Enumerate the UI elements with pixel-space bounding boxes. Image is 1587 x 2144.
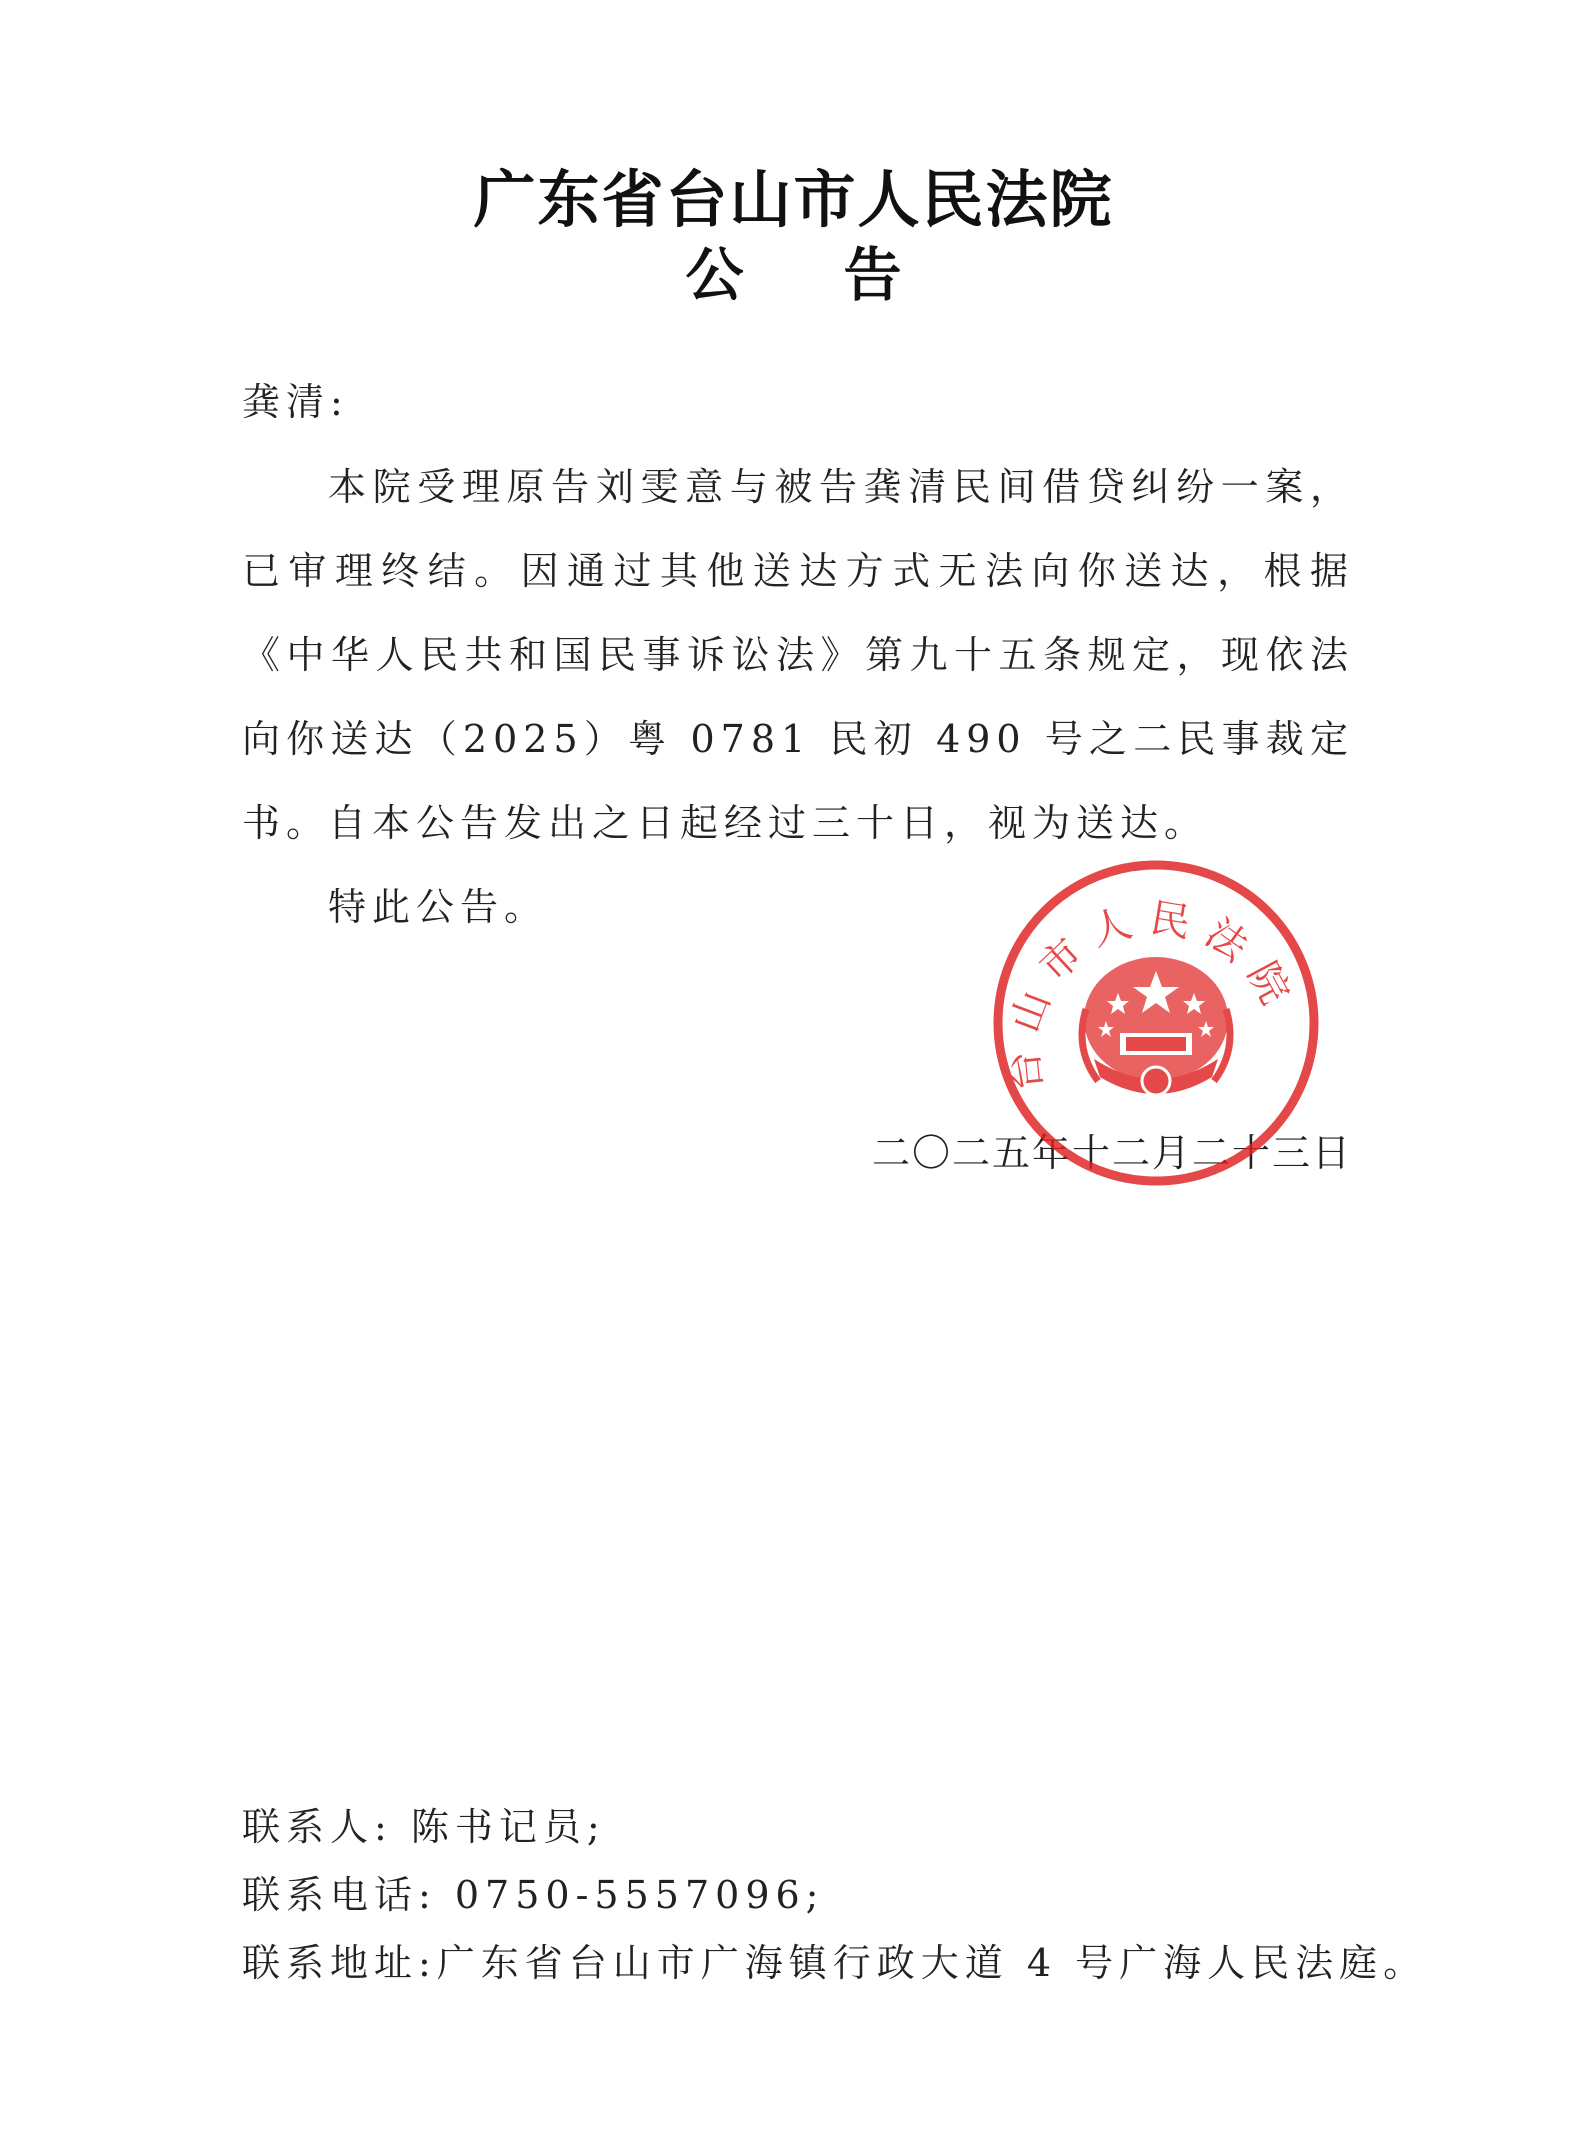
notice-paragraph-main: 本院受理原告刘雯意与被告龚清民间借贷纠纷一案，已审理终结。因通过其他送达方式无法向你送达，根据《中华人民共和国民事诉讼法》第九十五条规定，现依法向你送达（2025）粤 0781 民初 490 号之二民事裁定书。 xyxy=(242,465,1354,845)
contact-phone: 联系电话: 0750-5557096; xyxy=(242,1873,825,1917)
national-emblem-icon xyxy=(1082,957,1230,1095)
document-type-title: 公告 xyxy=(685,241,1002,309)
seal-arc-text: 台山市人民法院 xyxy=(1000,894,1305,1094)
issue-date: 二〇二五年十二月二十三日 xyxy=(871,1131,1352,1175)
addressee: 龚清: xyxy=(242,380,349,424)
contact-person: 联系人: 陈书记员; xyxy=(242,1805,606,1849)
notice-paragraph-deemed-served: 自本公告发出之日起经过三十日，视为送达。 xyxy=(328,801,1209,845)
notice-paragraph-closing: 特此公告。 xyxy=(328,885,549,929)
court-seal-stamp xyxy=(990,857,1322,1189)
court-name-title: 广东省台山市人民法院 xyxy=(473,163,1114,236)
contact-address: 联系地址:广东省台山市广海镇行政大道 4 号广海人民法庭。 xyxy=(242,1941,1428,1985)
